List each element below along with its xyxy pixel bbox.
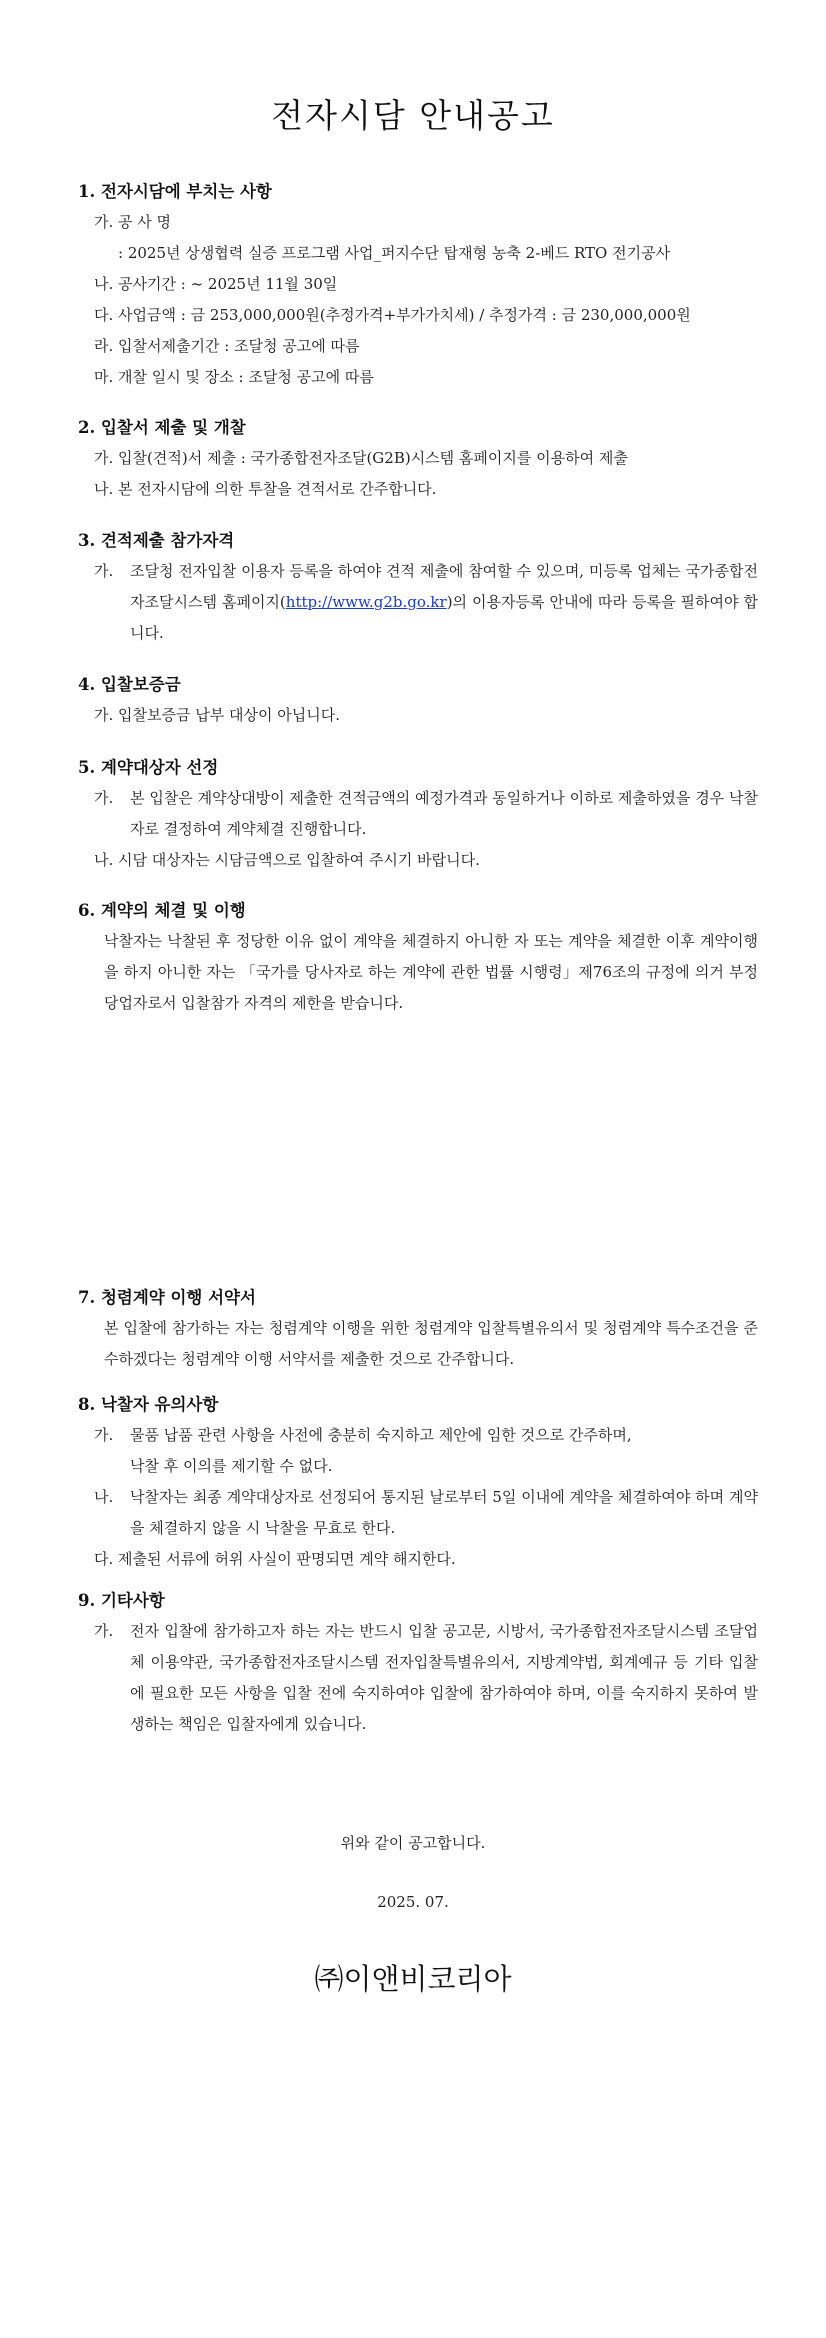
page-title: 전자시담 안내공고 [271, 96, 555, 135]
section-8-heading: 8. 낙찰자 유의사항 [78, 1395, 219, 1414]
section-1-heading: 1. 전자시담에 부치는 사항 [78, 182, 272, 201]
section-1 [78, 176, 758, 393]
project-name-label: 가. 공 사 명 [94, 213, 172, 231]
bid-deemed-quote: 나. 본 전자시담에 의한 투찰을 견적서로 간주합니다. [94, 480, 437, 498]
integrity-pledge-text: 본 입찰에 참가하는 자는 청렴계약 이행을 위한 청렴계약 입찰특별유의서 및 청렴계약 특수조건을 준수하겠다는 청렴계약 이행 서약서를 제출한 것으로 간주합니다. [104, 1319, 758, 1368]
project-name-value: : 2025년 상생협력 실증 프로그램 사업_퍼지수단 탑재형 농축 2-베드 RTO 전기공사 [118, 244, 671, 262]
bid-submission-period: 라. 입찰서제출기간 : 조달청 공고에 따름 [94, 337, 360, 355]
contractor-selection-item: 가. 본 입찰은 계약상대방이 제출한 견적금액의 예정가격과 동일하거나 이하로 제출하였을 경우 낙찰자로 결정하여 계약체결 진행합니다. [94, 789, 758, 838]
section-7 [78, 1282, 758, 1375]
bid-opening-info: 마. 개찰 일시 및 장소 : 조달청 공고에 따름 [94, 368, 374, 386]
section-5 [78, 752, 758, 876]
project-amount: 다. 사업금액 : 금 253,000,000원(추정가격+부가가치세) / 추정가격 : 금 230,000,000원 [94, 306, 691, 324]
winner-note-c: 다. 제출된 서류에 허위 사실이 판명되면 계약 해지한다. [94, 1550, 456, 1568]
misc-note: 가. 전자 입찰에 참가하고자 하는 자는 반드시 입찰 공고문, 시방서, 국가종합전자조달시스템 조달업체 이용약관, 국가종합전자조달시스템 전자입찰특별유의서, 지방계약법, 회계예규 등 기타 입찰에 필요한 모든 사항을 입찰 전에 숙지하여야 입찰에 참가하여야 하며, 이를 숙지하지 못하여 발생하는 책임은 입찰자에게 있습니다. [94, 1622, 758, 1733]
section-4 [78, 669, 758, 731]
bid-amount-note: 나. 시담 대상자는 시담금액으로 입찰하여 주시기 바랍니다. [94, 851, 480, 869]
section-9 [78, 1585, 758, 1740]
winner-note-b: 나. 낙찰자는 최종 계약대상자로 선정되어 통지된 날로부터 5일 이내에 계약을 체결하여야 하며 계약을 체결하지 않을 시 낙찰을 무효로 한다. [94, 1488, 758, 1537]
closing-text: 위와 같이 공고합니다. [340, 1834, 486, 1852]
section-8 [78, 1389, 758, 1575]
deposit-note: 가. 입찰보증금 납부 대상이 아닙니다. [94, 706, 340, 724]
construction-period: 나. 공사기간 : ~ 2025년 11월 30일 [94, 275, 338, 293]
section-7-heading: 7. 청렴계약 이행 서약서 [78, 1288, 256, 1307]
section-5-heading: 5. 계약대상자 선정 [78, 758, 219, 777]
contract-execution-text: 낙찰자는 낙찰된 후 정당한 이유 없이 계약을 체결하지 아니한 자 또는 계약을 체결한 이후 계약이행을 하지 아니한 자는 「국가를 당사자로 하는 계약에 관한 법률 시행령」제76조의 규정에 의거 부정당업자로서 입찰참가 자격의 제한을 받습니다. [104, 932, 758, 1012]
section-3-heading: 3. 견적제출 참가자격 [78, 531, 235, 550]
section-3 [78, 525, 758, 649]
section-6-heading: 6. 계약의 체결 및 이행 [78, 901, 246, 920]
company-name: ㈜이앤비코리아 [314, 1962, 512, 1996]
section-9-heading: 9. 기타사항 [78, 1591, 165, 1610]
g2b-link[interactable]: http://www.g2b.go.kr [285, 593, 447, 611]
eligibility-item: 가. 조달청 전자입찰 이용자 등록을 하여야 견적 제출에 참여할 수 있으며, 미등록 업체는 국가종합전자조달시스템 홈페이지(http://www.g2b.go.kr)의 이용자등록 안내에 따라 등록을 필하여야 합니다. [94, 562, 758, 642]
announcement-date: 2025. 07. [377, 1893, 449, 1911]
bid-submission-method: 가. 입찰(견적)서 제출 : 국가종합전자조달(G2B)시스템 홈페이지를 이용하여 제출 [94, 449, 628, 467]
section-2 [78, 412, 758, 505]
section-2-heading: 2. 입찰서 제출 및 개찰 [78, 418, 246, 437]
winner-note-a: 가. 물품 납품 관련 사항을 사전에 충분히 숙지하고 제안에 임한 것으로 간주하며, 낙찰 후 이의를 제기할 수 없다. [94, 1426, 632, 1475]
section-4-heading: 4. 입찰보증금 [78, 675, 181, 694]
section-6 [78, 895, 758, 1019]
